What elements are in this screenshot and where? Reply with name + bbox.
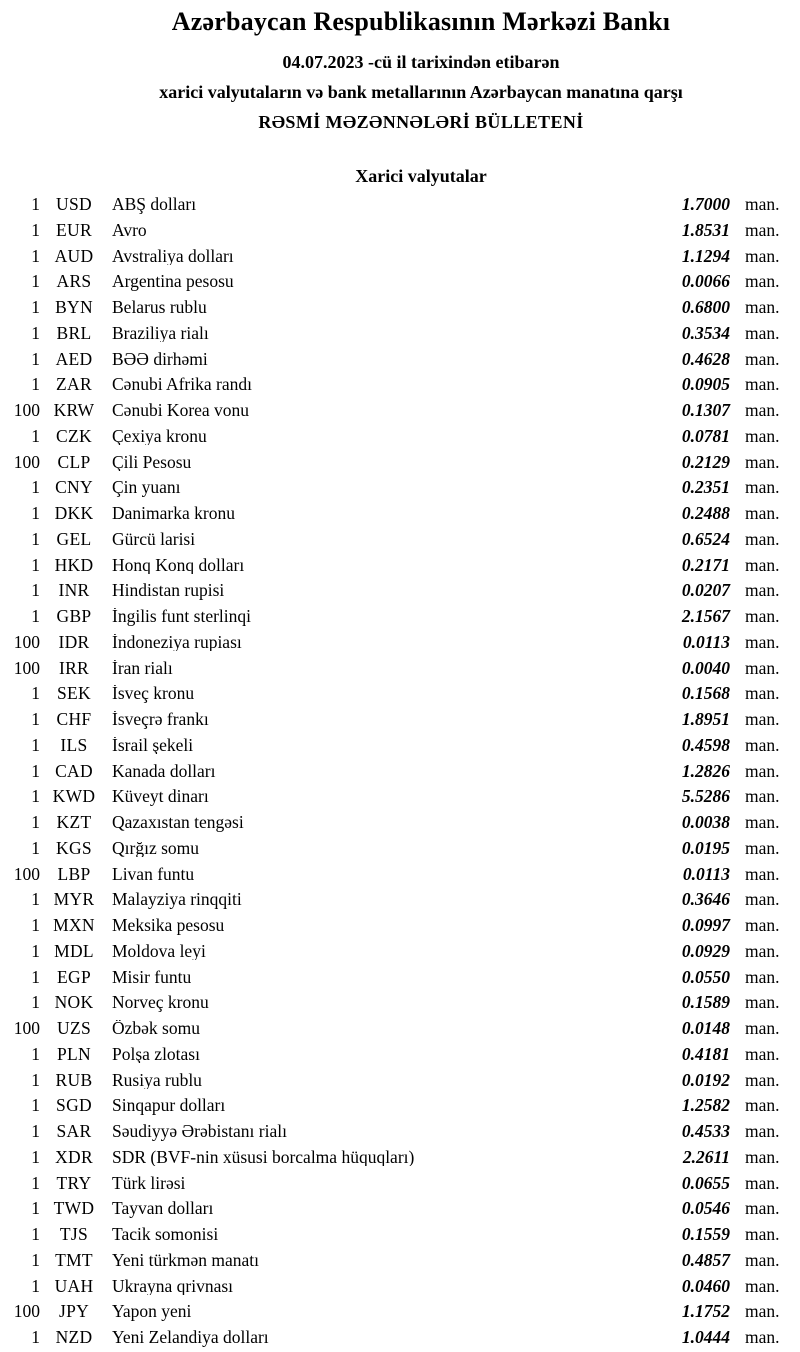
code-cell: AUD <box>54 245 94 266</box>
unit-cell: man. <box>745 503 780 524</box>
name-cell: Tayvan dolları <box>112 1200 214 1218</box>
name-cell: ABŞ dolları <box>112 196 197 214</box>
unit-cell: man. <box>745 1301 780 1322</box>
table-row <box>0 1222 800 1248</box>
qty-cell: 1 <box>31 915 40 936</box>
rate-cell: 0.3646 <box>681 889 730 910</box>
rate-cell: 0.0113 <box>682 863 730 884</box>
code-cell: KWD <box>52 786 96 807</box>
code-cell: RUB <box>55 1069 93 1090</box>
unit-cell: man. <box>745 889 780 910</box>
unit-cell: man. <box>745 606 780 627</box>
qty-cell: 1 <box>31 1249 40 1270</box>
rate-cell: 0.4598 <box>681 734 730 755</box>
name-cell: Kanada dolları <box>112 762 216 781</box>
qty-cell: 1 <box>31 966 40 987</box>
qty-cell: 1 <box>31 503 40 524</box>
unit-cell: man. <box>745 812 780 833</box>
name-cell: Çin yuanı <box>112 479 181 497</box>
code-cell: MYR <box>53 889 95 910</box>
unit-cell: man. <box>745 271 780 292</box>
unit-cell: man. <box>745 348 780 369</box>
code-cell: CZK <box>56 425 92 446</box>
qty-cell: 1 <box>31 348 40 369</box>
code-cell: TRY <box>56 1172 92 1193</box>
table-row <box>0 1248 800 1274</box>
unit-cell: man. <box>745 837 780 858</box>
code-cell: KRW <box>53 400 95 421</box>
code-cell: SEK <box>57 683 91 704</box>
rate-cell: 0.0040 <box>681 657 730 678</box>
table-row <box>0 372 800 398</box>
rate-cell: 0.0192 <box>681 1069 730 1090</box>
qty-cell: 1 <box>31 219 40 240</box>
qty-cell: 100 <box>13 631 40 652</box>
table-row <box>0 1145 800 1171</box>
qty-cell: 100 <box>13 1018 40 1039</box>
code-cell: IDR <box>58 631 90 652</box>
qty-cell: 1 <box>31 194 40 215</box>
rate-cell: 0.0148 <box>681 1018 730 1039</box>
rate-cell: 0.4181 <box>681 1043 730 1064</box>
name-cell: Argentina pesosu <box>112 273 234 291</box>
code-cell: HKD <box>54 554 94 575</box>
rate-cell: 0.2351 <box>681 477 730 498</box>
code-cell: AED <box>55 348 93 369</box>
table-row <box>0 1016 800 1042</box>
qty-cell: 1 <box>31 297 40 318</box>
table-row <box>0 1119 800 1145</box>
name-cell: Moldova leyi <box>112 942 206 961</box>
name-cell: Tacik somonisi <box>112 1226 219 1244</box>
unit-cell: man. <box>745 1043 780 1064</box>
unit-cell: man. <box>745 786 780 807</box>
rate-cell: 0.0997 <box>681 915 730 936</box>
qty-cell: 1 <box>31 760 40 781</box>
unit-cell: man. <box>745 1095 780 1116</box>
code-cell: GEL <box>56 528 92 549</box>
qty-cell: 1 <box>31 477 40 498</box>
unit-cell: man. <box>745 863 780 884</box>
code-cell: PLN <box>57 1043 91 1064</box>
qty-cell: 1 <box>31 528 40 549</box>
rate-cell: 0.4628 <box>681 348 730 369</box>
code-cell: TMT <box>55 1249 93 1270</box>
rate-cell: 0.6800 <box>681 297 730 318</box>
name-cell: İndoneziya rupiası <box>112 633 242 652</box>
unit-cell: man. <box>745 297 780 318</box>
name-cell: Çexiya kronu <box>112 427 207 446</box>
code-cell: EUR <box>56 219 92 240</box>
rate-cell: 0.0905 <box>681 374 730 395</box>
code-cell: SAR <box>56 1121 92 1142</box>
rate-cell: 1.8531 <box>681 219 730 240</box>
rate-cell: 1.2826 <box>681 760 730 781</box>
code-cell: BRL <box>56 322 92 343</box>
rate-cell: 0.1568 <box>681 683 730 704</box>
qty-cell: 1 <box>31 1146 40 1167</box>
name-cell: Honq Konq dolları <box>112 556 245 575</box>
rate-cell: 0.0460 <box>681 1275 730 1296</box>
code-cell: BYN <box>55 297 93 318</box>
name-cell: Hindistan rupisi <box>112 582 225 600</box>
code-cell: UZS <box>57 1018 91 1039</box>
name-cell: İsrail şekeli <box>112 736 194 755</box>
qty-cell: 100 <box>13 1301 40 1322</box>
qty-cell: 1 <box>31 1172 40 1193</box>
name-cell: Belarus rublu <box>112 299 207 317</box>
unit-cell: man. <box>745 194 780 215</box>
code-cell: CAD <box>55 760 93 781</box>
rate-cell: 0.2488 <box>681 503 730 524</box>
name-cell: Özbək somu <box>112 1020 200 1038</box>
code-cell: NZD <box>55 1327 93 1348</box>
qty-cell: 1 <box>31 1069 40 1090</box>
unit-cell: man. <box>745 915 780 936</box>
unit-cell: man. <box>745 219 780 240</box>
unit-cell: man. <box>745 992 780 1013</box>
qty-cell: 1 <box>31 606 40 627</box>
scope-line: xarici valyutaların və bank metallarının Azərbaycan manatına qarşı <box>159 81 683 102</box>
table-row <box>0 424 800 450</box>
unit-cell: man. <box>745 580 780 601</box>
qty-cell: 1 <box>31 580 40 601</box>
name-cell: İsveç kronu <box>112 685 195 703</box>
name-cell: Polşa zlotası <box>112 1045 200 1064</box>
table-row <box>0 810 800 836</box>
qty-cell: 100 <box>13 657 40 678</box>
name-cell: Çili Pesosu <box>112 453 192 472</box>
unit-cell: man. <box>745 1069 780 1090</box>
table-row <box>0 398 800 424</box>
code-cell: USD <box>56 194 92 215</box>
unit-cell: man. <box>745 400 780 421</box>
rate-cell: 0.0066 <box>681 271 730 292</box>
table-row <box>0 656 800 682</box>
name-cell: Küveyt dinarı <box>112 788 209 806</box>
unit-cell: man. <box>745 477 780 498</box>
qty-cell: 1 <box>31 812 40 833</box>
qty-cell: 1 <box>31 734 40 755</box>
qty-cell: 100 <box>13 451 40 472</box>
rate-cell: 2.1567 <box>681 606 730 627</box>
table-row <box>0 733 800 759</box>
name-cell: Braziliya rialı <box>112 324 209 343</box>
name-cell: Malayziya rinqqiti <box>112 891 242 909</box>
table-row <box>0 1093 800 1119</box>
code-cell: ARS <box>56 271 92 292</box>
name-cell: Cənubi Korea vonu <box>112 402 250 420</box>
code-cell: UAH <box>54 1275 94 1296</box>
rate-cell: 0.1559 <box>681 1224 730 1245</box>
code-cell: IRR <box>58 657 90 678</box>
bank-name: Azərbaycan Respublikasının Mərkəzi Bankı <box>171 7 671 36</box>
table-row <box>0 1274 800 1300</box>
qty-cell: 1 <box>31 786 40 807</box>
rate-cell: 1.2582 <box>681 1095 730 1116</box>
qty-cell: 1 <box>31 1043 40 1064</box>
rate-cell: 0.0929 <box>681 940 730 961</box>
name-cell: Norveç kronu <box>112 994 209 1012</box>
unit-cell: man. <box>745 966 780 987</box>
header <box>42 6 800 131</box>
table-row <box>0 990 800 1016</box>
code-cell: NOK <box>54 992 94 1013</box>
code-cell: CHF <box>56 709 92 730</box>
unit-cell: man. <box>745 1198 780 1219</box>
name-cell: Danimarka kronu <box>112 505 235 523</box>
table-row <box>0 630 800 656</box>
rate-cell: 0.0038 <box>681 812 730 833</box>
rate-cell: 0.2129 <box>681 451 730 472</box>
qty-cell: 1 <box>31 1327 40 1348</box>
rate-cell: 0.4857 <box>681 1249 730 1270</box>
unit-cell: man. <box>745 940 780 961</box>
table-row <box>0 707 800 733</box>
qty-cell: 1 <box>31 245 40 266</box>
table-row <box>0 578 800 604</box>
code-cell: CNY <box>55 477 93 498</box>
unit-cell: man. <box>745 1249 780 1270</box>
qty-cell: 1 <box>31 554 40 575</box>
rate-cell: 0.1589 <box>681 992 730 1013</box>
table-row <box>0 784 800 810</box>
name-cell: Avro <box>112 221 147 240</box>
table-row <box>0 347 800 373</box>
table-row <box>0 244 800 270</box>
rate-cell: 5.5286 <box>681 786 730 807</box>
table-row <box>0 192 800 218</box>
rate-cell: 0.0655 <box>681 1172 730 1193</box>
name-cell: Sinqapur dolları <box>112 1097 226 1115</box>
qty-cell: 1 <box>31 992 40 1013</box>
qty-cell: 100 <box>13 863 40 884</box>
qty-cell: 1 <box>31 1275 40 1296</box>
name-cell: Avstraliya dolları <box>112 247 234 266</box>
unit-cell: man. <box>745 451 780 472</box>
code-cell: XDR <box>55 1146 93 1167</box>
unit-cell: man. <box>745 425 780 446</box>
code-cell: CLP <box>57 451 91 472</box>
name-cell: Misir funtu <box>112 968 192 987</box>
code-cell: KGS <box>56 837 92 858</box>
unit-cell: man. <box>745 245 780 266</box>
rate-cell: 0.2171 <box>681 554 730 575</box>
code-cell: TWD <box>53 1198 95 1219</box>
name-cell: SDR (BVF-nin xüsusi borcalma hüquqları) <box>112 1148 415 1167</box>
unit-cell: man. <box>745 1224 780 1245</box>
unit-cell: man. <box>745 734 780 755</box>
name-cell: İsveçrə frankı <box>112 711 209 729</box>
name-cell: BƏƏ dirhəmi <box>112 350 208 369</box>
name-cell: Cənubi Afrika randı <box>112 376 252 394</box>
unit-cell: man. <box>745 760 780 781</box>
unit-cell: man. <box>745 1172 780 1193</box>
qty-cell: 1 <box>31 1198 40 1219</box>
code-cell: GBP <box>56 606 92 627</box>
rate-cell: 0.1307 <box>681 400 730 421</box>
table-row <box>0 295 800 321</box>
code-cell: LBP <box>57 863 91 884</box>
name-cell: Yeni türkmən manatı <box>112 1251 259 1270</box>
code-cell: SGD <box>56 1095 92 1116</box>
rate-cell: 0.0195 <box>681 837 730 858</box>
unit-cell: man. <box>745 1327 780 1348</box>
code-cell: JPY <box>58 1301 90 1322</box>
unit-cell: man. <box>745 322 780 343</box>
qty-cell: 1 <box>31 271 40 292</box>
rate-cell: 0.0546 <box>681 1198 730 1219</box>
qty-cell: 100 <box>13 400 40 421</box>
code-cell: ZAR <box>56 374 92 395</box>
qty-cell: 1 <box>31 1224 40 1245</box>
name-cell: Livan funtu <box>112 865 195 884</box>
table-row <box>0 1068 800 1094</box>
rate-cell: 0.0207 <box>681 580 730 601</box>
rate-cell: 0.6524 <box>681 528 730 549</box>
unit-cell: man. <box>745 683 780 704</box>
section-title: Xarici valyutalar <box>355 166 487 186</box>
qty-cell: 1 <box>31 837 40 858</box>
table-row <box>0 887 800 913</box>
name-cell: Meksika pesosu <box>112 917 225 935</box>
bulletin-title: RƏSMİ MƏZƏNNƏLƏRİ BÜLLETENİ <box>258 111 584 132</box>
table-row <box>0 1171 800 1197</box>
rate-cell: 1.1752 <box>681 1301 730 1322</box>
table-row <box>0 1196 800 1222</box>
unit-cell: man. <box>745 1121 780 1142</box>
table-row <box>0 965 800 991</box>
rate-cell: 1.7000 <box>681 194 730 215</box>
qty-cell: 1 <box>31 374 40 395</box>
code-cell: TJS <box>59 1224 89 1245</box>
qty-cell: 1 <box>31 322 40 343</box>
table-row <box>0 1325 800 1351</box>
table-row <box>0 1042 800 1068</box>
table-row <box>0 475 800 501</box>
code-cell: MXN <box>53 915 95 936</box>
unit-cell: man. <box>745 1275 780 1296</box>
table-row <box>0 1299 800 1325</box>
rate-cell: 0.4533 <box>681 1121 730 1142</box>
name-cell: İngilis funt sterlinqi <box>112 608 252 626</box>
code-cell: EGP <box>57 966 91 987</box>
rate-cell: 1.1294 <box>681 245 730 266</box>
qty-cell: 1 <box>31 1095 40 1116</box>
table-row <box>0 321 800 347</box>
rate-cell: 1.0444 <box>681 1327 730 1348</box>
unit-cell: man. <box>745 631 780 652</box>
rate-cell: 0.3534 <box>681 322 730 343</box>
qty-cell: 1 <box>31 709 40 730</box>
table-row <box>0 862 800 888</box>
name-cell: Yeni Zelandiya dolları <box>112 1329 269 1347</box>
code-cell: MDL <box>54 940 94 961</box>
qty-cell: 1 <box>31 940 40 961</box>
qty-cell: 1 <box>31 889 40 910</box>
table-row <box>0 836 800 862</box>
table-row <box>0 218 800 244</box>
name-cell: Qırğız somu <box>112 839 200 858</box>
unit-cell: man. <box>745 709 780 730</box>
unit-cell: man. <box>745 554 780 575</box>
rates-table <box>0 192 800 1351</box>
table-row <box>0 759 800 785</box>
code-cell: KZT <box>56 812 92 833</box>
name-cell: Səudiyyə Ərəbistanı rialı <box>112 1123 287 1141</box>
unit-cell: man. <box>745 528 780 549</box>
table-row <box>0 939 800 965</box>
table-row <box>0 681 800 707</box>
rate-cell: 0.0550 <box>681 966 730 987</box>
effective-date-line: 04.07.2023 -cü il tarixindən etibarən <box>282 51 560 72</box>
name-cell: İran rialı <box>112 659 173 678</box>
code-cell: INR <box>58 580 90 601</box>
name-cell: Türk lirəsi <box>112 1174 186 1193</box>
table-row <box>0 527 800 553</box>
table-row <box>0 501 800 527</box>
rate-cell: 0.0113 <box>682 631 730 652</box>
rate-cell: 1.8951 <box>681 709 730 730</box>
code-cell: DKK <box>54 503 94 524</box>
name-cell: Rusiya rublu <box>112 1071 202 1090</box>
unit-cell: man. <box>745 1146 780 1167</box>
unit-cell: man. <box>745 1018 780 1039</box>
name-cell: Gürcü larisi <box>112 530 196 549</box>
qty-cell: 1 <box>31 683 40 704</box>
name-cell: Qazaxıstan tengəsi <box>112 814 244 832</box>
table-row <box>0 913 800 939</box>
rate-cell: 0.0781 <box>681 425 730 446</box>
table-row <box>0 450 800 476</box>
unit-cell: man. <box>745 374 780 395</box>
name-cell: Yapon yeni <box>112 1303 192 1321</box>
table-row <box>0 553 800 579</box>
table-row <box>0 604 800 630</box>
unit-cell: man. <box>745 657 780 678</box>
qty-cell: 1 <box>31 425 40 446</box>
name-cell: Ukrayna qrivnası <box>112 1277 234 1296</box>
table-row <box>0 269 800 295</box>
rate-cell: 2.2611 <box>682 1146 730 1167</box>
qty-cell: 1 <box>31 1121 40 1142</box>
code-cell: ILS <box>60 734 88 755</box>
